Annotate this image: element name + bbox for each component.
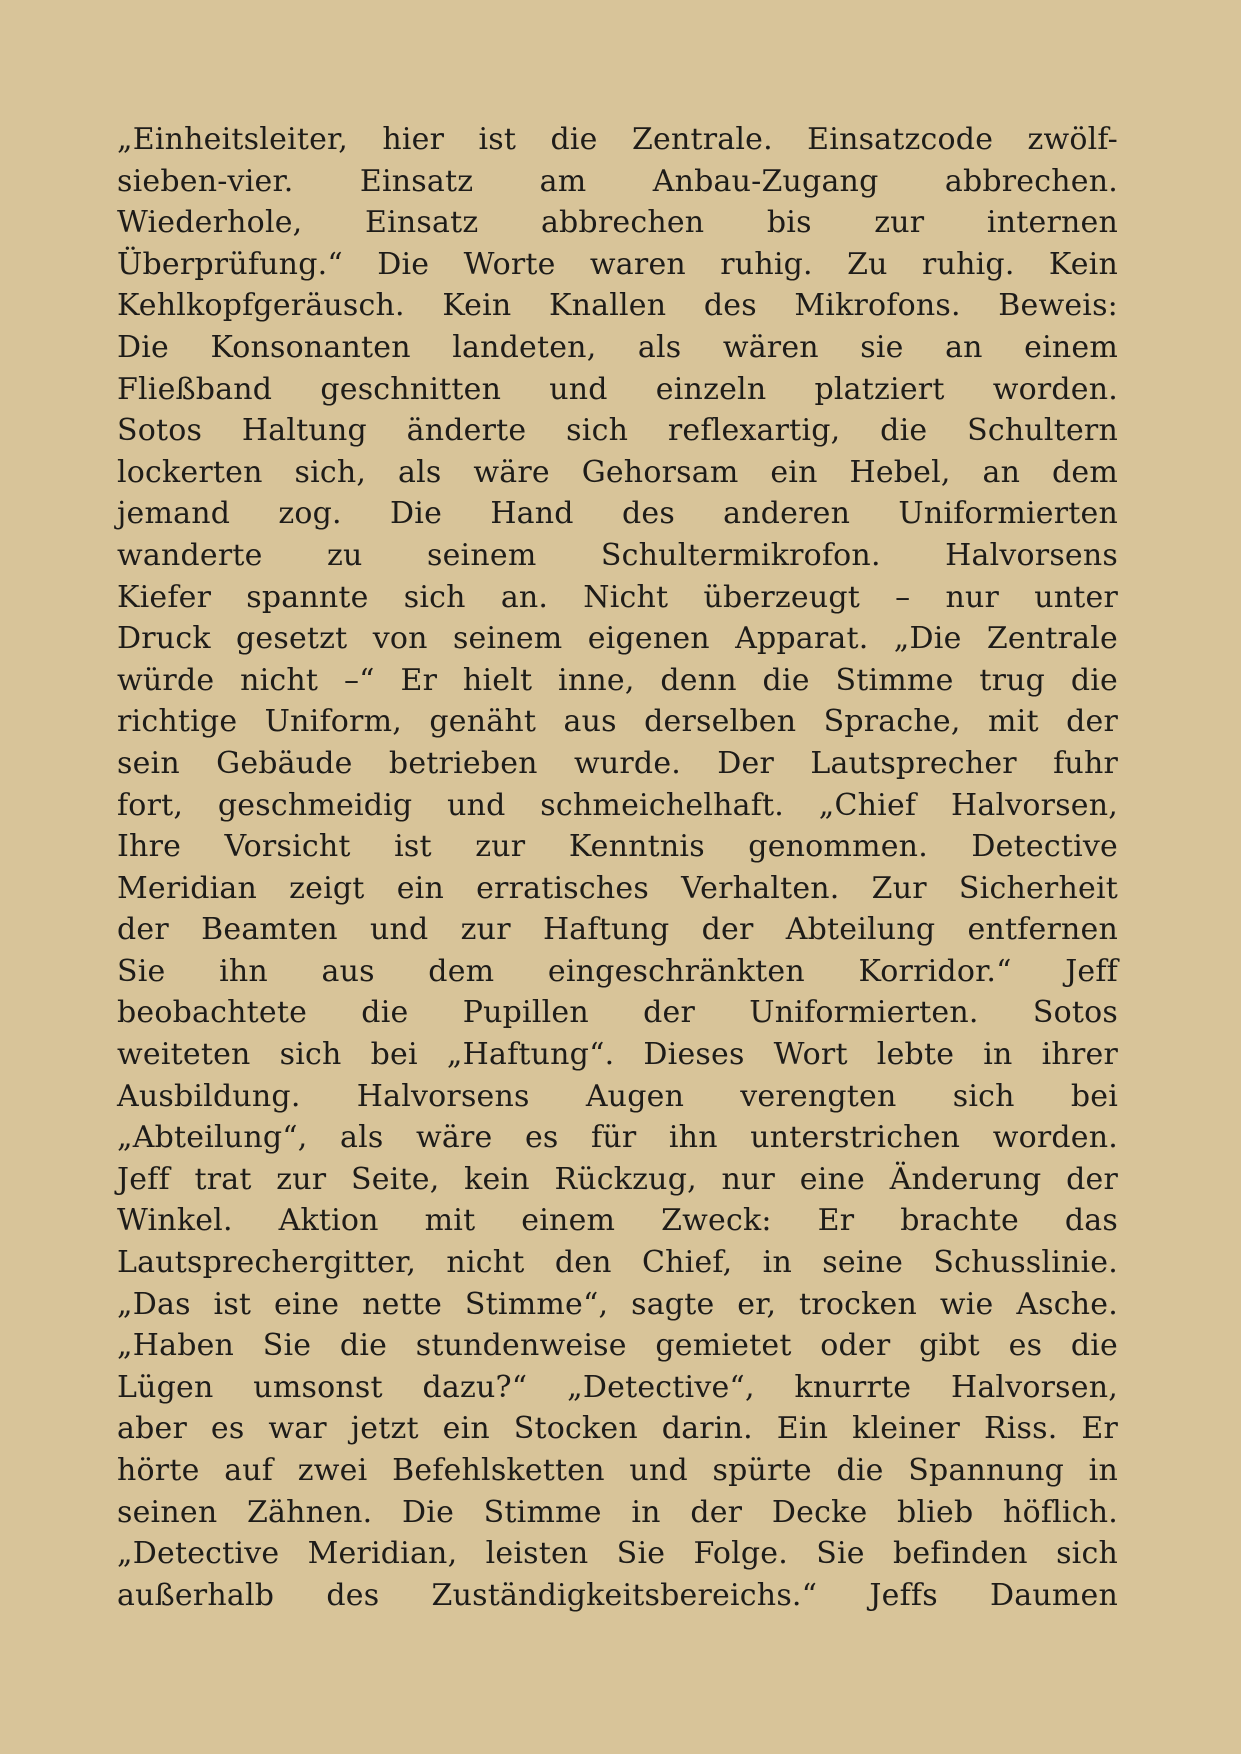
text-line: außerhalb des Zuständigkeitsbereichs.“ Jeffs Daumen bbox=[117, 1577, 1118, 1613]
text-line: sieben-vier. Einsatz am Anbau-Zugang abbrechen. bbox=[117, 163, 1118, 199]
text-line: fort, geschmeidig und schmeichelhaft. „Chief Halvorsen, bbox=[117, 787, 1118, 823]
text-line: Überprüfung.“ Die Worte waren ruhig. Zu ruhig. Kein bbox=[117, 246, 1118, 282]
text-line: Sotos Haltung änderte sich reflexartig, die Schultern bbox=[117, 413, 1118, 449]
text-line: würde nicht –“ Er hielt inne, denn die Stimme trug die bbox=[117, 662, 1118, 698]
text-line: der Beamten und zur Haftung der Abteilung entfernen bbox=[117, 912, 1118, 948]
text-line: Kehlkopfgeräusch. Kein Knallen des Mikrofons. Beweis: bbox=[117, 288, 1118, 324]
text-line: jemand zog. Die Hand des anderen Uniformierten bbox=[117, 496, 1118, 532]
text-line: lockerten sich, als wäre Gehorsam ein Hebel, an dem bbox=[117, 454, 1118, 490]
text-line: Ihre Vorsicht ist zur Kenntnis genommen. Detective bbox=[117, 829, 1118, 865]
text-line: sein Gebäude betrieben wurde. Der Lautsprecher fuhr bbox=[117, 745, 1118, 781]
text-line: weiteten sich bei „Haftung“. Dieses Wort lebte in ihrer bbox=[117, 1037, 1118, 1073]
text-line: Lautsprechergitter, nicht den Chief, in seine Schusslinie. bbox=[117, 1245, 1118, 1281]
text-line: wanderte zu seinem Schultermikrofon. Halvorsens bbox=[117, 537, 1118, 573]
text-line: beobachtete die Pupillen der Uniformierten. Sotos bbox=[117, 995, 1118, 1031]
text-line: Ausbildung. Halvorsens Augen verengten sich bei bbox=[117, 1078, 1118, 1114]
text-line: „Detective Meridian, leisten Sie Folge. Sie befinden sich bbox=[117, 1536, 1118, 1572]
text-line: Wiederhole, Einsatz abbrechen bis zur internen bbox=[117, 205, 1118, 241]
text-line: Kiefer spannte sich an. Nicht überzeugt – nur unter bbox=[117, 579, 1118, 615]
text-line: Sie ihn aus dem eingeschränkten Korridor.“ Jeff bbox=[117, 953, 1118, 989]
text-line: Druck gesetzt von seinem eigenen Apparat. „Die Zentrale bbox=[117, 621, 1118, 657]
text-line: Die Konsonanten landeten, als wären sie an einem bbox=[117, 329, 1118, 365]
text-line: Winkel. Aktion mit einem Zweck: Er brachte das bbox=[117, 1203, 1118, 1239]
paragraph bbox=[117, 119, 1118, 1616]
text-line: „Haben Sie die stundenweise gemietet oder gibt es die bbox=[117, 1328, 1118, 1364]
text-line: Meridian zeigt ein erratisches Verhalten. Zur Sicherheit bbox=[117, 870, 1118, 906]
text-line: seinen Zähnen. Die Stimme in der Decke blieb höflich. bbox=[117, 1494, 1118, 1530]
text-line: „Einheitsleiter, hier ist die Zentrale. Einsatzcode zwölf- bbox=[117, 122, 1118, 157]
text-line: „Das ist eine nette Stimme“, sagte er, trocken wie Asche. bbox=[117, 1286, 1118, 1322]
text-line: Jeff trat zur Seite, kein Rückzug, nur eine Änderung der bbox=[117, 1161, 1118, 1197]
text-line: „Abteilung“, als wäre es für ihn unterstrichen worden. bbox=[117, 1120, 1118, 1156]
text-line: Fließband geschnitten und einzeln platziert worden. bbox=[117, 371, 1118, 407]
text-line: richtige Uniform, genäht aus derselben Sprache, mit der bbox=[117, 704, 1118, 740]
text-line: Lügen umsonst dazu?“ „Detective“, knurrte Halvorsen, bbox=[117, 1369, 1118, 1405]
text-line: aber es war jetzt ein Stocken darin. Ein kleiner Riss. Er bbox=[117, 1411, 1118, 1447]
text-line: hörte auf zwei Befehlsketten und spürte die Spannung in bbox=[117, 1453, 1118, 1488]
